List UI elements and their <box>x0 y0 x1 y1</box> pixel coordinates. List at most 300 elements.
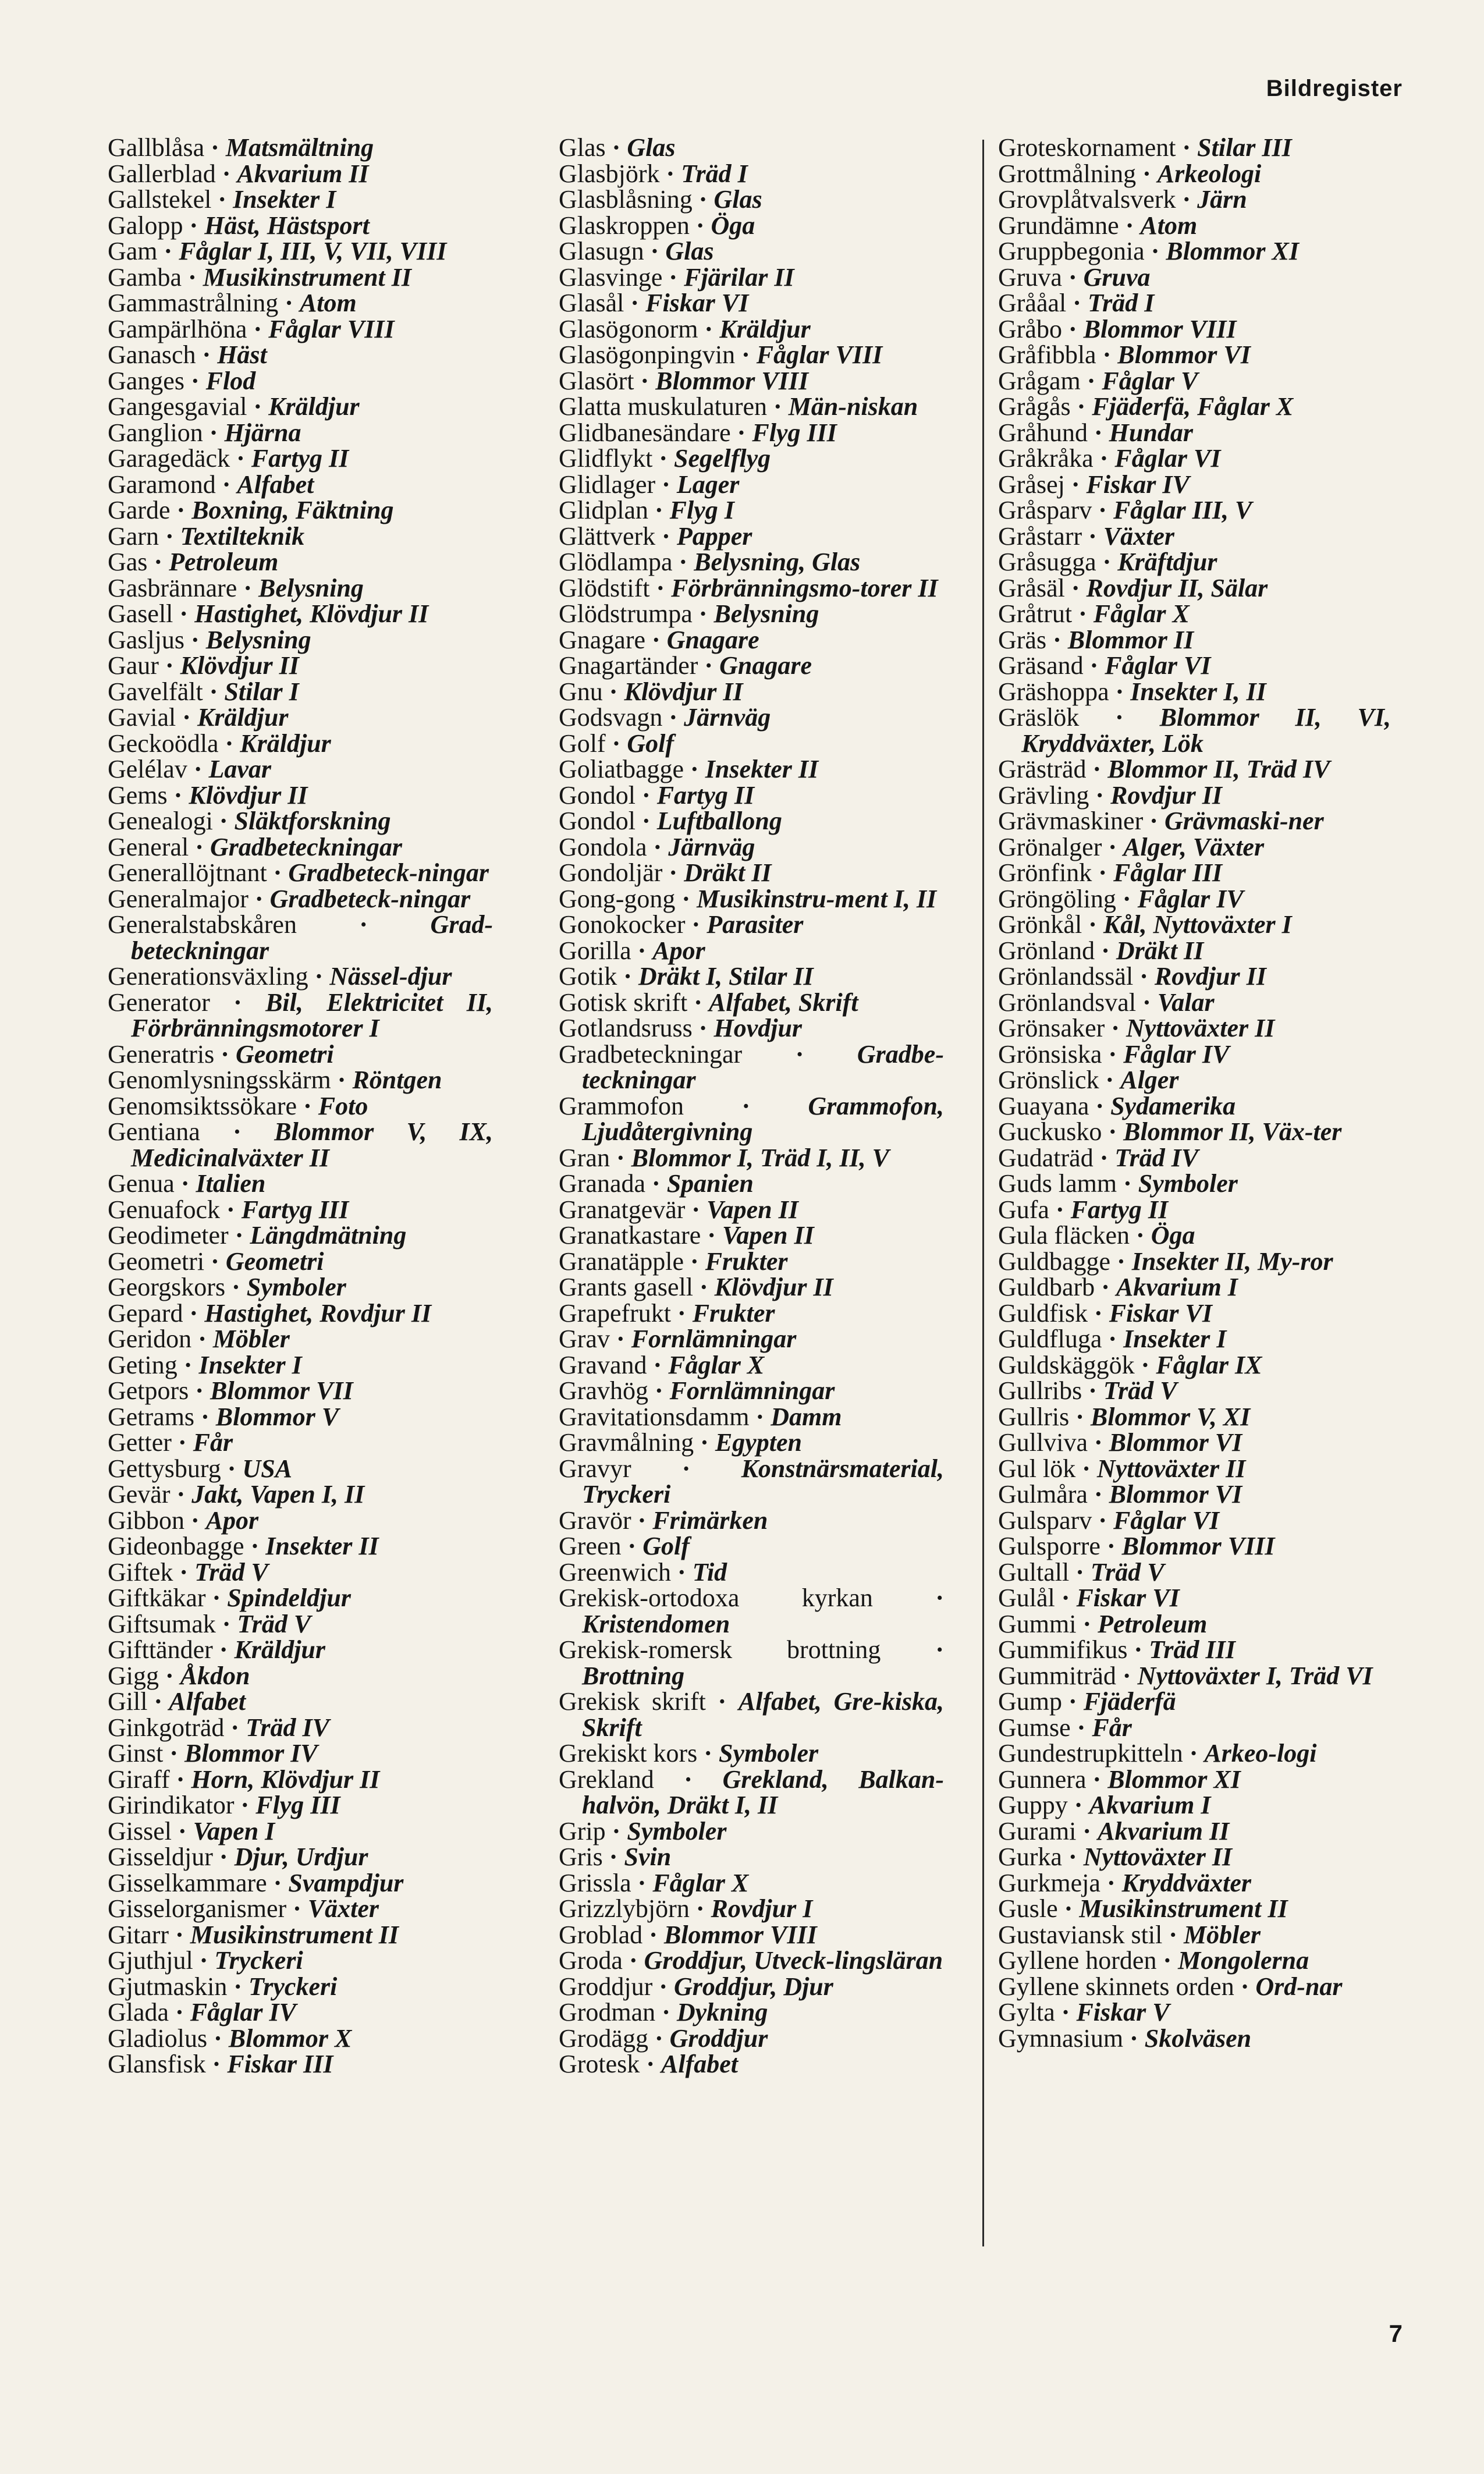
entry-separator: · <box>194 1402 216 1431</box>
entry-term: General <box>108 832 189 861</box>
entry-separator: · <box>1082 910 1103 939</box>
entry-separator: · <box>631 1454 741 1483</box>
entry-reference: Glas <box>665 237 714 265</box>
entry-separator: · <box>1062 1687 1084 1716</box>
index-entry <box>108 886 493 913</box>
index-entry <box>108 573 493 602</box>
entry-reference: Nyttoväxter II <box>1096 1454 1246 1483</box>
entry-term: Green <box>559 1532 622 1560</box>
entry-separator: · <box>659 159 681 188</box>
index-entry <box>108 1922 493 1948</box>
entry-term: Grundämne <box>998 211 1119 240</box>
entry-reference: Apor <box>652 936 705 965</box>
entry-term: Gyllene horden <box>998 1946 1157 1975</box>
entry-reference: Flod <box>205 366 256 395</box>
entry-term: Ganges <box>108 366 184 395</box>
entry-separator: · <box>176 703 197 732</box>
entry-separator: · <box>1070 392 1092 421</box>
entry-separator: · <box>1082 521 1103 551</box>
index-entry <box>998 290 1391 317</box>
entry-reference: Klövdjur II <box>189 780 308 810</box>
entry-reference: Blommor V <box>215 1402 339 1431</box>
entry-term: Gump <box>998 1687 1062 1716</box>
entry-separator: · <box>689 1894 711 1923</box>
index-entry <box>998 1816 1391 1845</box>
index-entry <box>998 213 1391 239</box>
index-entry <box>998 1585 1391 1612</box>
entry-separator: · <box>1096 340 1118 369</box>
entry-separator: · <box>649 573 672 602</box>
entry-term: Gullviva <box>998 1428 1088 1457</box>
entry-separator: · <box>205 2050 228 2078</box>
entry-reference: Gradbeteck-ningar <box>269 884 471 913</box>
index-entry <box>108 1896 493 1922</box>
entry-reference: Arkeologi <box>1157 159 1262 188</box>
index-entry <box>108 1482 493 1508</box>
entry-term: Ganglion <box>108 418 203 447</box>
entry-term: Glasögonpingvin <box>559 340 736 369</box>
entry-reference: Får <box>1092 1713 1132 1742</box>
entry-reference: Blommor V, XI <box>1090 1402 1251 1431</box>
entry-term: Grav <box>559 1325 610 1353</box>
entry-term: Gammastrålning <box>108 289 279 317</box>
entry-separator: · <box>1069 1557 1091 1586</box>
entry-term: Gong-gong <box>559 884 676 913</box>
entry-separator: · <box>631 1868 653 1897</box>
index-entry <box>559 314 944 343</box>
entry-term: Grävmaskiner <box>998 807 1144 835</box>
index-entry <box>108 2000 493 2026</box>
entry-reference: Nässel-djur <box>329 962 452 991</box>
entry-reference: Blommor XI <box>1166 237 1300 265</box>
entry-separator: · <box>1076 1609 1098 1638</box>
entry-term: Gems <box>108 780 168 810</box>
entry-term: Gisseldjur <box>108 1843 213 1871</box>
entry-term: Glada <box>108 1998 169 2026</box>
entry-separator: · <box>169 1765 191 1794</box>
entry-term: Generallöjtnant <box>108 858 267 887</box>
index-entry <box>559 990 944 1016</box>
entry-reference: Tid <box>692 1557 727 1586</box>
index-entry <box>559 780 944 810</box>
entry-term: Glasblåsning <box>559 185 693 214</box>
entry-term: Grovplåtvalsverk <box>998 185 1176 214</box>
index-entry <box>108 1298 493 1327</box>
entry-separator: · <box>244 1532 266 1560</box>
entry-reference: Brottning <box>582 1661 685 1690</box>
index-entry <box>998 1326 1391 1353</box>
entry-separator: · <box>1069 1402 1091 1431</box>
index-entry <box>559 679 944 705</box>
entry-term: Grammofon <box>559 1091 684 1120</box>
entry-separator: · <box>191 1325 213 1353</box>
entry-term: Grottmålning <box>998 159 1137 188</box>
index-entry <box>998 1016 1391 1042</box>
entry-reference: Gnagare <box>719 651 812 680</box>
entry-separator: · <box>655 521 677 551</box>
entry-reference: Musikinstrument II <box>203 262 412 292</box>
entry-separator: · <box>685 1195 707 1224</box>
entry-separator: · <box>228 1221 250 1250</box>
index-entry <box>108 1557 493 1586</box>
entry-reference: Golf <box>642 1532 690 1560</box>
entry-separator: · <box>1087 418 1109 447</box>
index-entry <box>998 601 1391 627</box>
entry-term: Gulmåra <box>998 1480 1088 1508</box>
entry-separator: · <box>296 910 431 939</box>
entry-separator: · <box>297 1091 318 1120</box>
entry-term: Gasbrännare <box>108 573 237 602</box>
entry-separator: · <box>1092 496 1113 524</box>
entry-term: Gyllene skinnets orden <box>998 1972 1234 2001</box>
entry-separator: · <box>1110 1247 1132 1276</box>
entry-term: Groteskornament <box>998 133 1176 162</box>
entry-separator: · <box>183 1298 205 1327</box>
index-entry <box>559 187 944 213</box>
entry-reference: Fåglar V <box>1102 366 1198 395</box>
entry-separator: · <box>207 2024 229 2053</box>
entry-separator: · <box>1102 1325 1124 1353</box>
entry-term: Glasbjörk <box>559 159 660 188</box>
entry-separator: · <box>636 807 657 835</box>
entry-separator: · <box>1102 832 1124 861</box>
entry-term: Glödlampa <box>559 548 673 576</box>
entry-reference: Symboler <box>1138 1169 1238 1198</box>
index-entry <box>559 1767 944 1819</box>
entry-separator: · <box>1070 1713 1092 1742</box>
index-entry <box>108 239 493 265</box>
index-entry <box>998 886 1391 913</box>
entry-separator: · <box>1092 1506 1113 1535</box>
entry-reference: Hastighet, Klövdjur II <box>194 599 429 628</box>
entry-term: Grissla <box>559 1868 631 1897</box>
entry-reference: Fåglar VIII <box>268 314 395 343</box>
entry-term: Gråbo <box>998 314 1062 343</box>
entry-separator: · <box>621 1532 643 1560</box>
entry-reference: Fåglar IV <box>190 1998 296 2026</box>
entry-term: Gräshoppa <box>998 677 1109 706</box>
index-column-1 <box>108 135 493 2078</box>
entry-separator: · <box>182 262 203 292</box>
index-entry <box>559 1816 944 1845</box>
entry-term: Ganasch <box>108 340 196 369</box>
index-entry <box>108 1870 493 1897</box>
entry-term: Grönalger <box>998 832 1102 861</box>
entry-reference: Alger, Växter <box>1123 832 1265 861</box>
entry-term: Grönslick <box>998 1066 1099 1094</box>
entry-reference: Järnväg <box>684 703 771 732</box>
entry-reference: Vapen II <box>707 1195 798 1224</box>
entry-term: Gifttänder <box>108 1635 213 1664</box>
entry-reference: Musikinstru-ment I, II <box>697 884 937 913</box>
entry-reference: Blommor X <box>228 2024 352 2053</box>
entry-term: Grågås <box>998 392 1071 421</box>
index-entry <box>559 1689 944 1741</box>
entry-term: Gråfibbla <box>998 340 1096 369</box>
index-entry <box>998 1741 1391 1767</box>
entry-reference: Fåglar III, V <box>1113 496 1252 524</box>
entry-reference: Kräldjur <box>240 729 331 758</box>
entry-term: Gjutmaskin <box>108 1972 228 2001</box>
entry-separator: · <box>687 988 709 1017</box>
entry-reference: Foto <box>318 1091 368 1120</box>
entry-term: Gulsparv <box>998 1506 1092 1535</box>
entry-separator: · <box>200 1117 275 1146</box>
entry-reference: Glas <box>627 133 676 162</box>
index-entry <box>559 573 944 602</box>
entry-term: Grönsiska <box>998 1039 1102 1069</box>
entry-separator: · <box>1100 1532 1122 1560</box>
index-entry <box>108 1534 493 1560</box>
index-entry <box>559 1430 944 1456</box>
entry-reference: Hovdjur <box>713 1014 803 1042</box>
index-entry <box>108 1715 493 1741</box>
entry-term: Glasögonorm <box>559 314 698 343</box>
entry-separator: · <box>1117 1169 1138 1198</box>
entry-separator: · <box>1096 548 1118 576</box>
entry-reference: Symboler <box>246 1273 346 1301</box>
entry-term: Guldfluga <box>998 1325 1102 1353</box>
index-entry <box>559 262 944 292</box>
index-entry <box>559 1039 944 1094</box>
index-entry <box>559 808 944 835</box>
index-entry <box>559 1350 944 1379</box>
index-entry <box>108 679 493 705</box>
entry-term: Gravitationsdamm <box>559 1402 750 1431</box>
entry-separator: · <box>1123 2024 1145 2053</box>
entry-term: Gorilla <box>559 936 631 965</box>
entry-term: Gelélav <box>108 755 187 783</box>
entry-reference: Groddjur, Djur <box>674 1972 833 2001</box>
entry-reference: Åkdon <box>180 1661 250 1690</box>
index-entry <box>108 1816 493 1845</box>
entry-term: Guppy <box>998 1791 1068 1819</box>
entry-separator: · <box>173 1557 195 1586</box>
index-entry <box>108 2051 493 2078</box>
index-entry <box>559 2051 944 2078</box>
entry-separator: · <box>170 496 192 524</box>
entry-term: Gampärlhöna <box>108 314 247 343</box>
entry-reference: Träd IV <box>246 1713 329 1742</box>
entry-term: Gråsäl <box>998 573 1065 602</box>
entry-reference: Blommor VI <box>1109 1428 1242 1457</box>
entry-separator: · <box>1136 159 1158 188</box>
index-entry <box>998 573 1391 602</box>
index-entry <box>108 2026 493 2052</box>
entry-separator: · <box>647 1350 669 1379</box>
index-entry <box>108 757 493 783</box>
index-entry <box>559 1557 944 1586</box>
index-entry <box>108 213 493 239</box>
entry-term: Gudaträd <box>998 1143 1094 1172</box>
entry-separator: · <box>705 1687 739 1716</box>
entry-reference: Arkeo-logi <box>1204 1739 1317 1767</box>
entry-reference: Öga <box>711 211 755 240</box>
entry-separator: · <box>684 755 705 783</box>
index-entry <box>559 368 944 395</box>
index-entry <box>108 1039 493 1069</box>
entry-reference: Belysning <box>258 573 364 602</box>
entry-separator: · <box>735 340 757 369</box>
entry-reference: Egypten <box>715 1428 802 1457</box>
entry-reference: Atom <box>299 289 357 317</box>
index-entry <box>998 1145 1391 1172</box>
entry-reference: Järn <box>1197 185 1247 214</box>
index-entry <box>108 314 493 343</box>
entry-reference: Insekter I, II <box>1130 677 1266 706</box>
entry-reference: Nyttoväxter I, Träd VI <box>1137 1661 1373 1690</box>
entry-separator: · <box>1127 1635 1149 1664</box>
index-entry <box>998 990 1391 1016</box>
index-entry <box>108 705 493 731</box>
entry-separator: · <box>159 1661 180 1690</box>
index-entry <box>998 2000 1391 2026</box>
entry-reference: Jakt, Vapen I, II <box>191 1480 365 1508</box>
entry-term: Garagedäck <box>108 444 230 473</box>
entry-reference: Dräkt I, Stilar II <box>638 962 814 991</box>
entry-separator: · <box>642 1920 664 1949</box>
entry-separator: · <box>1046 625 1068 654</box>
entry-separator: · <box>1100 1868 1122 1897</box>
index-entry <box>559 290 944 317</box>
index-entry <box>108 1609 493 1638</box>
entry-reference: Hjärna <box>224 418 301 447</box>
entry-reference: Träd V <box>1103 1376 1177 1405</box>
entry-term: Genealogi <box>108 807 213 835</box>
entry-reference: Grekland, Balkan-halvön, Dräkt I, II <box>582 1765 944 1819</box>
entry-term: Gasell <box>108 599 173 628</box>
entry-term: Genomsiktssökare <box>108 1091 297 1120</box>
entry-separator: · <box>230 444 251 473</box>
entry-term: Geodimeter <box>108 1221 229 1250</box>
index-entry <box>998 1637 1391 1663</box>
entry-reference: Fåglar IV <box>1137 884 1244 913</box>
entry-term: Gustaviansk stil <box>998 1920 1163 1949</box>
entry-separator: · <box>1076 1816 1098 1845</box>
entry-reference: Fåglar I, III, V, VII, VIII <box>179 237 447 265</box>
entry-separator: · <box>1133 962 1155 991</box>
entry-term: Goliatbagge <box>559 755 684 783</box>
index-entry <box>559 627 944 654</box>
entry-term: Gavial <box>108 703 176 732</box>
entry-reference: Träd V <box>194 1557 268 1586</box>
entry-separator: · <box>212 1843 235 1871</box>
index-entry <box>108 964 493 990</box>
index-entry <box>108 1197 493 1223</box>
entry-reference: Män-niskan <box>788 392 918 421</box>
entry-separator: · <box>1176 133 1198 162</box>
index-entry <box>559 860 944 886</box>
entry-reference: Fiskar IV <box>1086 470 1190 499</box>
entry-term: Golf <box>559 729 606 758</box>
entry-separator: · <box>1093 444 1115 473</box>
entry-reference: Italien <box>196 1169 266 1198</box>
entry-reference: Insekter I <box>198 1350 302 1379</box>
entry-term: Grönkål <box>998 910 1082 939</box>
entry-separator: · <box>1093 1143 1115 1172</box>
entry-separator: · <box>215 470 237 499</box>
entry-reference: Grävmaski-ner <box>1164 807 1324 835</box>
entry-reference: Insekter II <box>265 1532 379 1560</box>
entry-separator: · <box>684 1091 808 1120</box>
entry-separator: · <box>1087 1480 1109 1508</box>
entry-term: Galopp <box>108 211 183 240</box>
entry-separator: · <box>220 1195 242 1224</box>
entry-reference: Blommor VII <box>210 1376 353 1405</box>
entry-reference: Fåglar VIII <box>756 340 883 369</box>
index-entry <box>108 472 493 498</box>
entry-reference: Nyttoväxter II <box>1083 1843 1233 1871</box>
entry-term: Gallstekel <box>108 185 212 214</box>
entry-term: Getpors <box>108 1376 189 1405</box>
entry-term: Gravör <box>559 1506 631 1535</box>
index-entry <box>108 1067 493 1094</box>
entry-separator: · <box>1079 703 1160 732</box>
entry-reference: Fåglar VI <box>1114 444 1221 473</box>
entry-separator: · <box>644 237 666 265</box>
index-entry <box>108 832 493 861</box>
entry-separator: · <box>1109 677 1131 706</box>
entry-term: Garn <box>108 521 159 551</box>
entry-reference: Blommor I, Träd I, II, V <box>631 1143 890 1172</box>
entry-separator: · <box>308 962 330 991</box>
entry-separator: · <box>247 392 269 421</box>
entry-reference: Träd III <box>1149 1635 1236 1664</box>
entry-separator: · <box>1083 651 1105 680</box>
index-entry <box>998 1039 1391 1069</box>
index-entry <box>998 1793 1391 1819</box>
entry-reference: Blommor XI <box>1107 1765 1241 1794</box>
entry-reference: Flyg III <box>255 1791 340 1819</box>
entry-term: Gullribs <box>998 1376 1082 1405</box>
entry-separator: · <box>654 1765 723 1794</box>
entry-separator: · <box>184 366 206 395</box>
entry-term: Gulål <box>998 1584 1055 1612</box>
index-entry <box>998 1171 1391 1197</box>
index-entry <box>998 780 1391 810</box>
entry-term: Giftsumak <box>108 1609 216 1638</box>
entry-separator: · <box>1061 1843 1084 1871</box>
entry-term: Grekisk-ortodoxa kyrkan <box>559 1584 873 1612</box>
entry-term: Gradbeteckningar <box>559 1039 743 1069</box>
entry-term: Gruppbegonia <box>998 237 1145 265</box>
index-entry <box>108 1275 493 1301</box>
entry-term: Glasugn <box>559 237 644 265</box>
entry-reference: Luftballong <box>656 807 782 835</box>
entry-term: Grizzlybjörn <box>559 1894 690 1923</box>
entry-reference: Gnagare <box>666 625 759 654</box>
column-divider <box>982 140 984 2246</box>
entry-term: Grönlandsval <box>998 988 1137 1017</box>
entry-reference: Fartyg II <box>251 444 349 473</box>
entry-term: Gepard <box>108 1298 183 1327</box>
index-entry <box>998 1870 1391 1897</box>
index-entry <box>559 1197 944 1223</box>
entry-reference: Svin <box>624 1843 672 1871</box>
entry-separator: · <box>648 2024 670 2053</box>
index-entry <box>998 2026 1391 2052</box>
entry-reference: Ord-nar <box>1255 1972 1343 2001</box>
entry-separator: · <box>1088 1298 1109 1327</box>
entry-reference: Insekter I <box>1123 1325 1227 1353</box>
entry-separator: · <box>742 1039 857 1069</box>
entry-reference: Klövdjur II <box>714 1273 833 1301</box>
entry-reference: Belysning, Glas <box>694 548 861 576</box>
index-entry <box>559 1534 944 1560</box>
entry-reference: Stilar III <box>1197 133 1292 162</box>
index-entry <box>108 1091 493 1120</box>
entry-reference: Träd I <box>1087 289 1155 317</box>
